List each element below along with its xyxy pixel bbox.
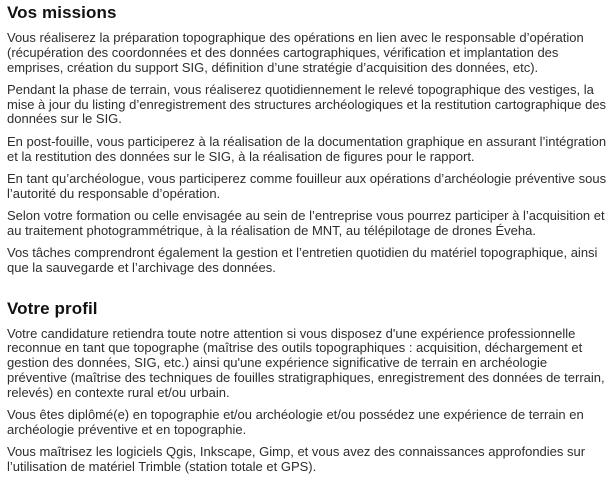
profil-heading: Votre profil	[7, 298, 98, 318]
missions-heading: Vos missions	[7, 3, 117, 22]
paragraph: Votre candidature retiendra toute notre attention si vous disposez d'une expérience professionnelle reconnue en tant que topographe (maîtrise des outils topographiques : acquisition, déchargement et gestion des données, SIG, etc.) ainsi qu'une expérience significative de terrain en archéologie préventive (maîtrise des techniques de fouilles stratigraphiques, enregistrement des données de terrain, relevés) en contexte rural et/ou urbain.	[7, 325, 605, 400]
paragraph: En post-fouille, vous participerez à la réalisation de la documentation graphique en assurant l’intégration et la restitution des données sur le SIG, à la réalisation de figures pour le rapport.	[7, 133, 607, 164]
paragraph: Vos tâches comprendront également la gestion et l’entretien quotidien du matériel topographique, ainsi que la sauvegarde et l’archivage des données.	[7, 245, 598, 275]
paragraph: Vous réaliserez la préparation topographique des opérations en lien avec le responsable d’opération (récupération des coordonnées et des données cartographiques, vérification et implantation des emprises, création du support SIG, définition d’une stratégie d’acquisition des données, etc).	[7, 30, 584, 75]
paragraph: Selon votre formation ou celle envisagée au sein de l’entreprise vous pourrez participer à l’acquisition et au traitement photogrammétrique, à la réalisation de MNT, au télépilotage de drones Éveha.	[7, 207, 605, 238]
paragraph: Vous maîtrisez les logiciels Qgis, Inkscape, Gimp, et vous avez des connaissances approfondies sur l’utilisation de matériel Trimble (station totale et GPS).	[7, 444, 586, 475]
paragraph: En tant qu’archéologue, vous participerez comme fouilleur aux opérations d’archéologie préventive sous l’autorité du responsable d’opération.	[7, 170, 607, 201]
paragraph: Pendant la phase de terrain, vous réaliserez quotidiennement le relevé topographique des vestiges, la mise à jour du listing d’enregistrement des structures archéologiques et la restitution cartographique des données sur le SIG.	[7, 81, 607, 127]
section-missions	[7, 3, 607, 276]
paragraph: Vous êtes diplômé(e) en topographie et/ou archéologie et/ou possédez une expérience de terrain en archéologie préventive et en topographie.	[7, 407, 584, 437]
section-profil	[7, 299, 607, 475]
